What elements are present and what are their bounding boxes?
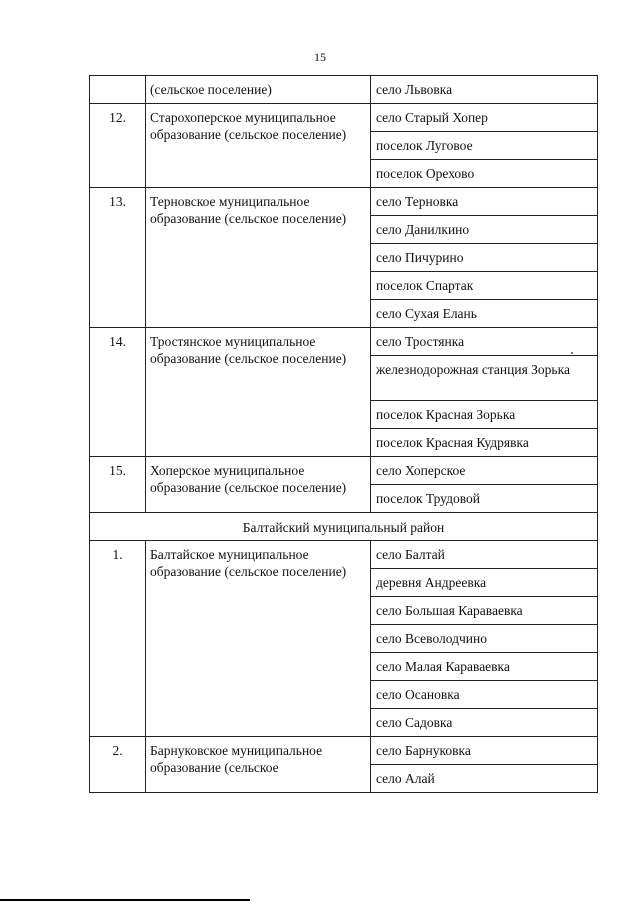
table-row [90,328,598,356]
locality-cell: село Садовка [371,709,598,737]
table-row [90,541,598,569]
locality-cell: село Тростянка [371,328,598,356]
locality-cell: железнодорожная станция Зорька [371,356,598,401]
table-row [90,188,598,216]
locality-cell: поселок Луговое [371,132,598,160]
locality-cell: поселок Красная Кудрявка [371,429,598,457]
locality-cell: деревня Андреевка [371,569,598,597]
locality-cell: село Осановка [371,681,598,709]
locality-cell: село Всеволодчино [371,625,598,653]
row-number: 1. [90,541,146,737]
row-number: 13. [90,188,146,328]
table-row [90,457,598,485]
locality-cell: село Хоперское [371,457,598,485]
locality-cell: поселок Спартак [371,272,598,300]
district-heading: Балтайский муниципальный район [90,513,598,541]
municipality-name: Хоперское муниципальное образование (сельское поселение) [146,457,371,513]
table-row [90,76,598,104]
locality-cell: поселок Орехово [371,160,598,188]
locality-cell: село Пичурино [371,244,598,272]
table-row [90,737,598,765]
locality-cell: поселок Красная Зорька [371,401,598,429]
municipality-name: Тростянское муниципальное образование (сельское поселение) [146,328,371,457]
municipality-name: Старохоперское муниципальное образование (сельское поселение) [146,104,371,188]
locality-cell: село Терновка [371,188,598,216]
locality-cell: село Старый Хопер [371,104,598,132]
table-row [90,513,598,541]
locality-cell: поселок Трудовой [371,485,598,513]
locality-cell: село Львовка [371,76,598,104]
locality-cell: село Большая Караваевка [371,597,598,625]
row-number [90,76,146,104]
table-row [90,104,598,132]
row-number: 12. [90,104,146,188]
municipality-name: Терновское муниципальное образование (сельское поселение) [146,188,371,328]
locality-cell: село Малая Караваевка [371,653,598,681]
locality-cell: село Сухая Елань [371,300,598,328]
scan-edge-line [0,899,250,901]
municipality-name: (сельское поселение) [146,76,371,104]
locality-cell: село Барнуковка [371,737,598,765]
municipality-table [89,75,598,793]
row-number: 2. [90,737,146,793]
locality-cell: село Балтай [371,541,598,569]
municipality-name: Барнуковское муниципальное образование (сельское [146,737,371,793]
page-number: 15 [314,50,326,64]
municipality-name: Балтайское муниципальное образование (сельское поселение) [146,541,371,737]
row-number: 15. [90,457,146,513]
locality-cell: село Данилкино [371,216,598,244]
locality-cell: село Алай [371,765,598,793]
scan-speck [571,352,573,354]
row-number: 14. [90,328,146,457]
